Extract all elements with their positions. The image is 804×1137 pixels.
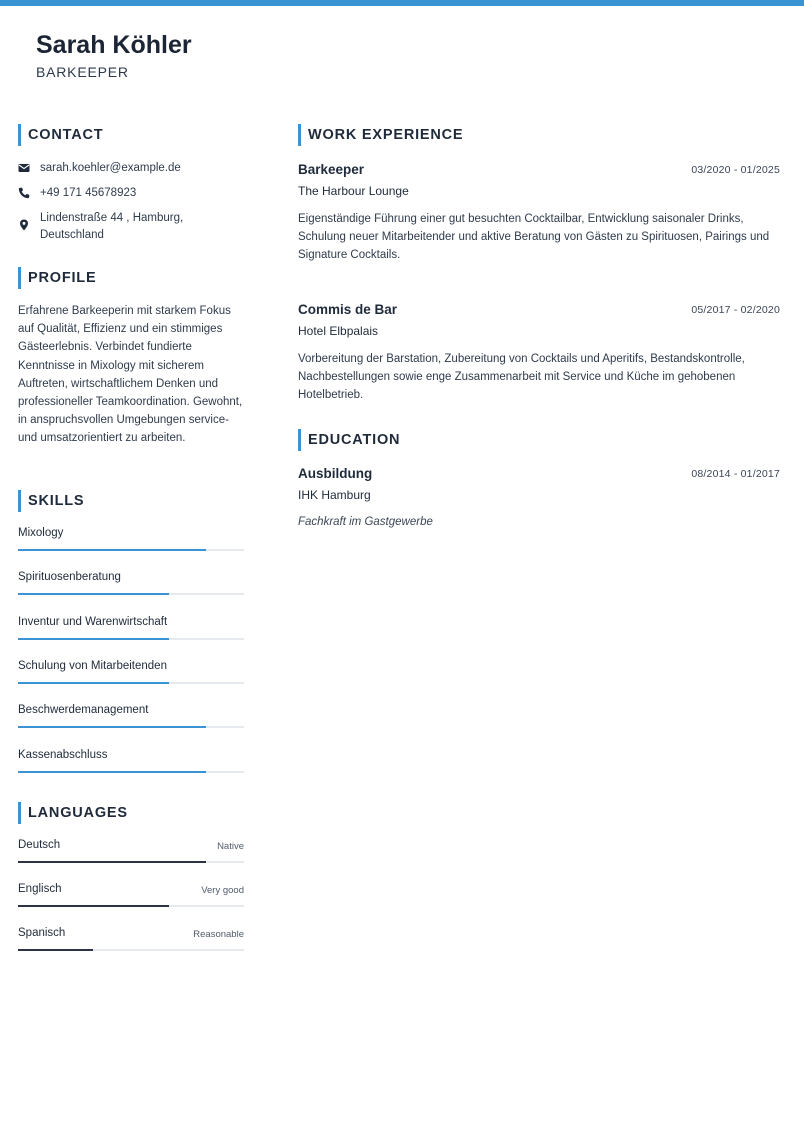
skills-heading: SKILLS [18, 490, 84, 512]
level-bar-fill [18, 861, 206, 863]
job-title: BARKEEPER [36, 64, 129, 80]
location-pin-icon [18, 219, 30, 231]
skill-label: Kassenabschluss [18, 748, 108, 761]
language-label: Deutsch [18, 839, 61, 851]
level-bar-track [18, 905, 244, 907]
email-text: sarah.koehler@example.de [40, 162, 181, 174]
level-bar-track [18, 949, 244, 951]
skill-item [18, 660, 244, 690]
language-label: Englisch [18, 883, 62, 895]
skill-label: Mixology [18, 527, 64, 539]
language-item [18, 839, 244, 869]
skill-label: Schulung von Mitarbeitenden [18, 659, 167, 672]
level-bar-track [18, 638, 244, 640]
language-item [18, 927, 244, 957]
language-level: Native [217, 841, 244, 852]
language-label: Spanisch [18, 927, 66, 939]
level-bar-track [18, 549, 244, 551]
level-bar-fill [18, 726, 206, 728]
resume-header [36, 30, 192, 80]
level-bar-fill [18, 682, 169, 684]
language-item [18, 883, 244, 913]
education-dates: 08/2014 - 01/2017 [691, 468, 780, 480]
skill-item [18, 527, 244, 557]
skill-item [18, 616, 244, 646]
job-description: Eigenständige Führung einer gut besuchten Cocktailbar, Entwicklung saisonaler Drinks, Schulung neuer Mitarbeitender und aktive Beratung von Gästen zu Spirituosen, Pairings und Signature Cocktails. [298, 213, 770, 262]
education-school: IHK Hamburg [298, 488, 371, 502]
job-dates: 05/2017 - 02/2020 [691, 304, 780, 316]
work-experience-heading: WORK EXPERIENCE [298, 124, 463, 146]
profile-summary: Erfahrene Barkeeperin mit starkem Fokus auf Qualität, Effizienz und ein stimmiges Gästeerlebnis. Verbindet fundierte Kenntnisse in Mixology mit sicherem Auftreten, wirtschaftlichem Denken und professioneller Teamkoordination. Gewohnt, in anspruchsvollen Umgebungen service- und umsatzorientiert zu arbeiten. [18, 305, 243, 445]
skill-label: Beschwerdemanagement [18, 704, 149, 717]
job-company: Hotel Elbpalais [298, 324, 379, 338]
job-description: Vorbereitung der Barstation, Zubereitung von Cocktails und Aperitifs, Bestandskontrolle, Nachbestellungen sowie enge Zusammenarbeit mit Service und Küche im gehobenen Hotelbetrieb. [298, 353, 745, 402]
level-bar-track [18, 771, 244, 773]
skill-item [18, 704, 244, 734]
level-bar-track [18, 682, 244, 684]
education-note: Fachkraft im Gastgewerbe [298, 516, 433, 528]
skill-label: Inventur und Warenwirtschaft [18, 615, 168, 628]
skill-item [18, 571, 244, 601]
level-bar-fill [18, 949, 93, 951]
job-role: Barkeeper [298, 162, 365, 177]
job-role: Commis de Bar [298, 302, 398, 317]
contact-heading: CONTACT [18, 124, 103, 146]
mail-icon [18, 162, 30, 174]
skill-label: Spirituosenberatung [18, 571, 121, 584]
language-level: Reasonable [193, 929, 244, 940]
level-bar-track [18, 726, 244, 728]
level-bar-fill [18, 549, 206, 551]
phone-icon [18, 187, 30, 199]
level-bar-track [18, 861, 244, 863]
level-bar-fill [18, 638, 169, 640]
address-text: Lindenstraße 44 , Hamburg, Deutschland [40, 212, 184, 241]
phone-text: +49 171 45678923 [40, 187, 137, 199]
language-level: Very good [201, 885, 244, 896]
profile-heading: PROFILE [18, 267, 96, 289]
education-degree: Ausbildung [298, 466, 373, 481]
level-bar-track [18, 593, 244, 595]
languages-heading: LANGUAGES [18, 802, 128, 824]
level-bar-fill [18, 905, 169, 907]
education-heading: EDUCATION [298, 429, 400, 451]
job-company: The Harbour Lounge [298, 184, 409, 198]
top-accent-bar [0, 0, 804, 6]
person-name: Sarah Köhler [36, 31, 192, 59]
level-bar-fill [18, 771, 206, 773]
skill-item [18, 749, 244, 779]
level-bar-fill [18, 593, 169, 595]
job-dates: 03/2020 - 01/2025 [691, 164, 780, 176]
